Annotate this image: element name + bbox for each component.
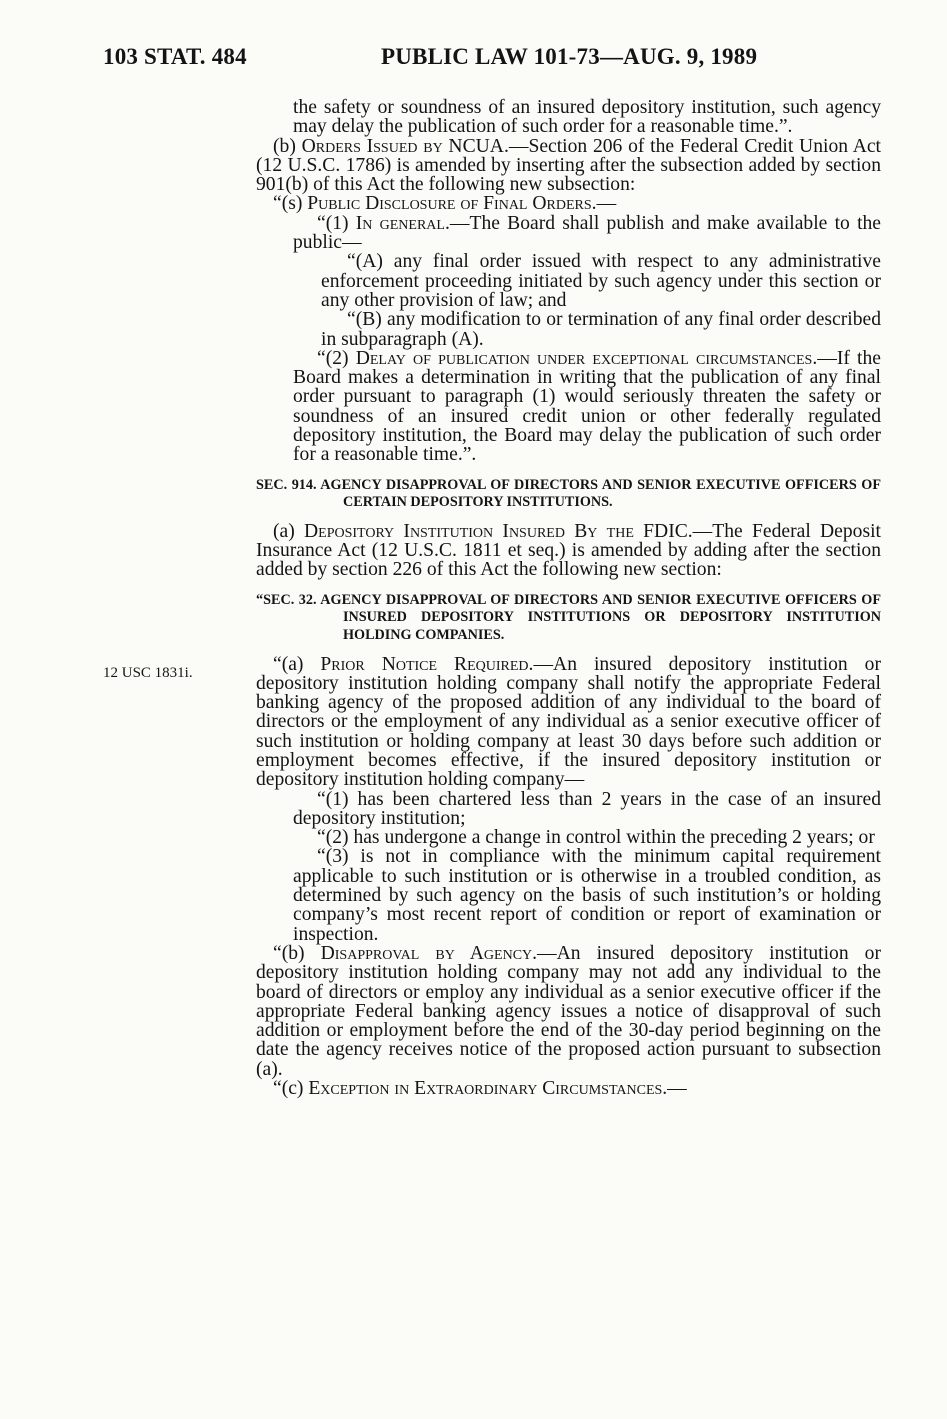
subparagraph-b: “(B) any modification to or termination of any final order described in subparagraph (A). [321, 309, 881, 350]
para-text: .—The Board shall publish and make available to the public— [293, 212, 882, 254]
paragraph-1-in-general [256, 214, 881, 253]
para-text: .— [591, 193, 617, 215]
para-heading: Orders Issued by [301, 135, 443, 157]
item-1-chartered: “(1) has been chartered less than 2 years in the case of an insured depository institution; [293, 788, 881, 829]
para-prefix: “(1) [317, 212, 356, 234]
para-prefix: “(2) [317, 347, 356, 369]
paragraph-b-orders-issued [256, 137, 881, 195]
para-text: .—An insured depository institution or depository institution holding company may not add any individual to the board of directors or employ any individual as a senior executive officer if the appropriate Federal banking agency issues a notice of disapproval of such addition or employment before the end of the 30-day period beginning on the date the agency receives notice of the proposed action pursuant to subsection (a). [256, 942, 882, 1080]
para-heading: Depository Institution Insured By the [304, 520, 634, 542]
margin-citation: 12 USC 1831i. [103, 665, 193, 681]
section-914-heading: SEC. 914. AGENCY DISAPPROVAL OF DIRECTORS AND SENIOR EXECUTIVE OFFICERS OF CERTAIN DEPOSITORY INSTITUTIONS. [256, 476, 881, 511]
para-text: FDIC.—The Federal Deposit Insurance Act (12 U.S.C. 1811 et seq.) is amended by adding after the section added by section 226 of this Act the following new section: [256, 520, 881, 581]
subparagraph-a: “(A) any final order issued with respect to any administrative enforcement proceeding initiated by such agency under this section or any other provision of law; and [321, 251, 881, 311]
para-prefix: “(c) [273, 1078, 309, 1100]
paragraph-b-disapproval [256, 944, 881, 1079]
para-heading: Delay of publication under exceptional circumstances [355, 347, 813, 369]
paragraph-s-public-disclosure [256, 194, 881, 213]
para-text: .—An insured depository institution or depository institution holding company shall notify the appropriate Federal banking agency of the proposed addition of any individual to the board of directors or the employment of any individual as a senior executive officer of such institution or holding company at least 30 days before such addition or employment becomes effective, if the insured depository institution or depository institution holding company— [256, 653, 882, 791]
para-heading: Disapproval by Agency [320, 942, 533, 964]
document-body [256, 98, 881, 1098]
item-2-change-in-control: “(2) has undergone a change in control within the preceding 2 years; or [317, 827, 875, 849]
para-prefix: “(a) [273, 653, 321, 675]
page-stat-number: 103 STAT. 484 [103, 44, 247, 69]
paragraph-c-exception [256, 1079, 881, 1098]
para-heading: Prior Notice Required [320, 653, 529, 675]
paragraph-a-prior-notice [256, 655, 881, 790]
para-prefix: (b) [273, 135, 302, 157]
para-text: NCUA.—Section 206 of the Federal Credit Union Act (12 U.S.C. 1786) is amended by inserting after the subsection added by section 901(b) of this Act the following new subsection: [256, 135, 882, 196]
para-prefix: (a) [273, 520, 305, 542]
paragraph-a-depository-institution [256, 522, 881, 580]
para-heading: In general [355, 212, 445, 234]
section-32-heading: “SEC. 32. AGENCY DISAPPROVAL OF DIRECTORS AND SENIOR EXECUTIVE OFFICERS OF INSURED DEPOSITORY INSTITUTIONS OR DEPOSITORY INSTITUTION HOLDING COMPANIES. [256, 591, 881, 643]
item-3-compliance: “(3) is not in compliance with the minimum capital requirement applicable to such institution or is otherwise in a troubled condition, as determined by such agency on the basis of such institution’s or holding company’s most recent report of condition or report of examination or inspection. [293, 846, 881, 945]
para-heading: Exception in Extraordinary Circumstances [308, 1078, 663, 1100]
paragraph-2-delay [256, 349, 881, 465]
paragraph-continuation: the safety or soundness of an insured depository institution, such agency may delay the publication of such order for a reasonable time.”. [293, 97, 881, 138]
para-text: .—If the Board makes a determination in writing that the publication of any final order pursuant to paragraph (1) would seriously threaten the safety or soundness of an insured credit union or other federally regulated depository institution, the Board may delay the publication of such order for a reasonable time.”. [293, 347, 881, 466]
para-text: .— [662, 1078, 687, 1100]
para-prefix: “(b) [273, 942, 321, 964]
para-prefix: “(s) [273, 193, 308, 215]
para-heading: Public Disclosure of Final Orders [307, 193, 592, 215]
running-header-title: PUBLIC LAW 101-73—AUG. 9, 1989 [381, 44, 758, 69]
